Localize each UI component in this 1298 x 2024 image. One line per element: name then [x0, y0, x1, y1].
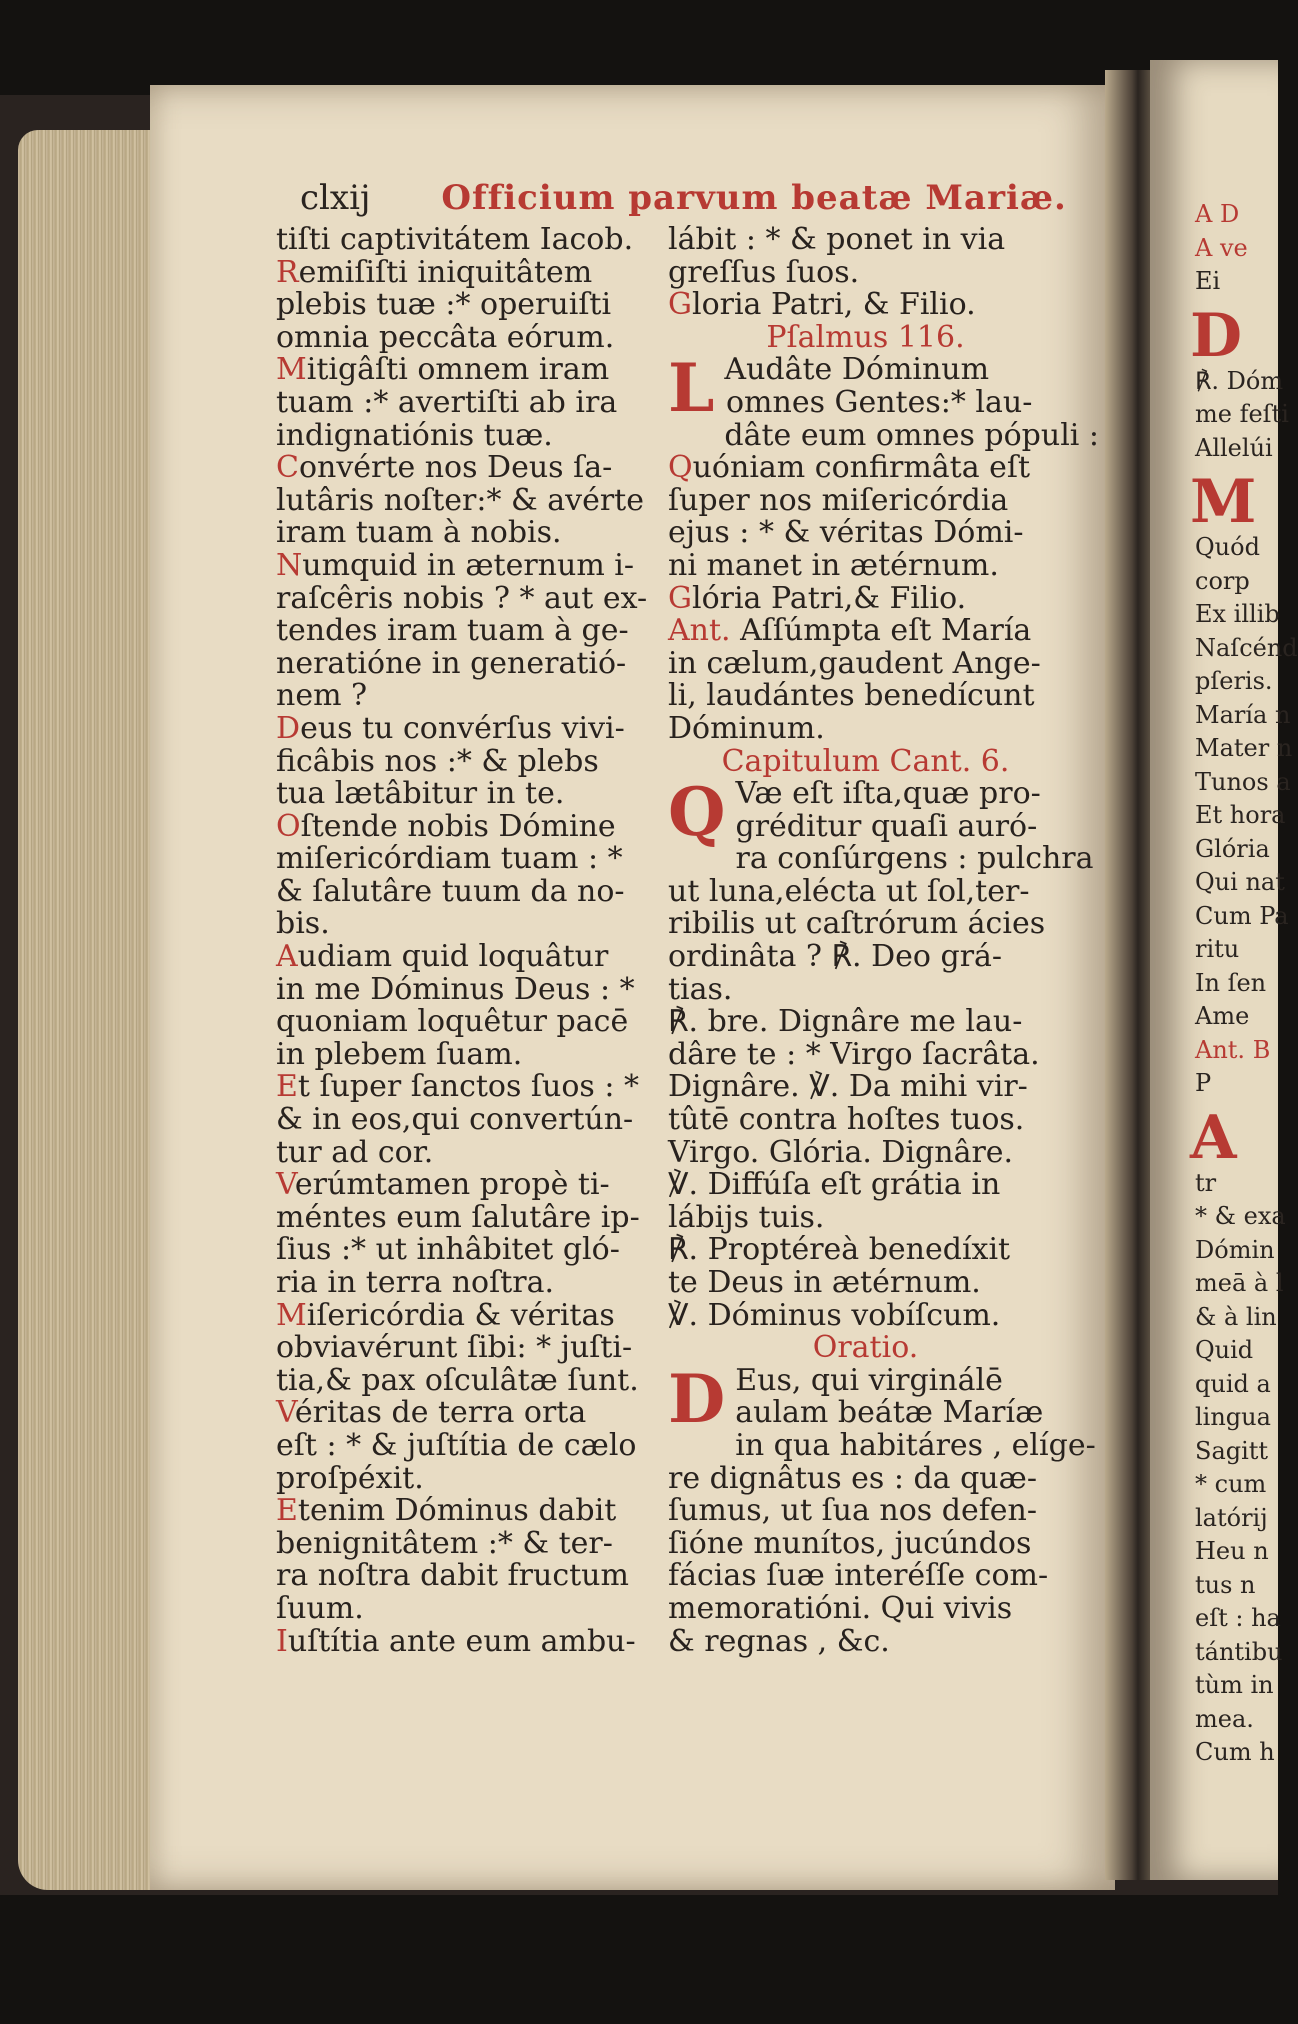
line-text: erúmtamen propè ti- [294, 1167, 610, 1203]
line-text: gréditur quaſi auró- [735, 808, 1038, 844]
line-text: eſt : * & juſtítia de cælo [276, 1427, 637, 1463]
text-line [668, 1590, 1063, 1626]
text-line [276, 1623, 656, 1659]
text-line [276, 1036, 656, 1072]
right-page-fragment: mea. [1195, 1704, 1254, 1733]
text-line [276, 1460, 656, 1496]
text-line [276, 1560, 656, 1593]
red-initial-letter: A [276, 939, 298, 975]
line-text: dâre te : * Virgo ſacrâta. [668, 1036, 1040, 1072]
right-text-column [668, 222, 1100, 1659]
line-text: lutâris noſter:* & avérte [276, 482, 644, 518]
red-initial-letter: V [276, 1395, 295, 1431]
text-line [276, 645, 656, 681]
line-text: Aſſúmpta eſt María [730, 613, 1032, 649]
red-initial-letter: Ant. [668, 613, 731, 649]
line-text: ra conſúrgens : pulchra [735, 841, 1094, 877]
line-text: tur ad cor. [276, 1134, 434, 1170]
red-initial-letter: E [276, 1493, 298, 1529]
right-page-fragment: tr [1195, 1168, 1217, 1197]
text-line [668, 1525, 1063, 1561]
line-text: dâte eum omnes pópuli : [724, 417, 1100, 453]
line-text: ut luna,elécta ut ſol,ter- [668, 873, 1030, 909]
right-page-fragment: Cum Pa [1195, 901, 1289, 930]
line-text: ria in terra noſtra. [276, 1265, 555, 1300]
right-page-fragment: tus n [1195, 1570, 1256, 1599]
line-text: loria Patri, & Filio. [691, 287, 976, 323]
red-initial-letter: E [276, 1069, 298, 1105]
right-page-fragment: Et hora [1195, 801, 1286, 829]
right-page-fragment: lingua [1195, 1403, 1271, 1431]
text-line [668, 710, 1063, 746]
line-text: quoniam loquêtur pacē [276, 1004, 629, 1040]
text-line [668, 1623, 1063, 1659]
line-text: ejus : * & véritas Dómi- [668, 515, 1024, 551]
line-text: uſtítia ante eum ambu- [287, 1623, 636, 1659]
text-line [668, 1560, 1063, 1593]
line-text: Capitulum Cant. 6. [721, 743, 1010, 779]
text-line [668, 1297, 1063, 1333]
line-text: ficâbis nos :* & plebs [276, 743, 599, 779]
text-line [276, 319, 656, 355]
text-line [668, 384, 1063, 420]
right-page-fragment: M [1190, 467, 1257, 537]
right-page-fragment: Naſcénd [1195, 633, 1298, 662]
text-line [276, 1397, 656, 1430]
text-line [276, 1427, 656, 1463]
line-text: eus tu convérſus vivi- [300, 710, 625, 746]
text-line [668, 941, 1063, 974]
text-line [668, 615, 1063, 648]
right-page-fragment: Quid [1195, 1336, 1254, 1364]
text-line [668, 1134, 1063, 1170]
right-page-fragment: Ei [1195, 267, 1221, 295]
line-text: in qua habitáres , elíge- [735, 1427, 1096, 1463]
text-line [668, 1495, 1063, 1528]
text-line [276, 908, 656, 941]
text-line [668, 289, 1063, 322]
right-page-fragment: Mater n [1195, 734, 1293, 762]
line-text: udiam quid loquâtur [297, 939, 609, 975]
right-page-fragment: tùm in [1195, 1671, 1274, 1699]
line-text: Eus, qui virginálē [735, 1362, 1003, 1398]
line-text: itigâſti omnem iram [306, 352, 610, 388]
line-text: in me Dóminus Deus : * [276, 971, 635, 1007]
line-text: lábijs tuis. [668, 1199, 825, 1235]
line-text: miſericórdiam tuam : * [276, 841, 623, 877]
text-line [276, 354, 656, 387]
line-text: re dignâtus es : da quæ- [668, 1460, 1037, 1496]
text-line [668, 1036, 1063, 1072]
right-page-fragment: Dómin [1195, 1235, 1275, 1264]
right-page-fragment: D [1190, 300, 1243, 371]
right-page-fragment: ritu [1195, 935, 1240, 963]
red-initial-letter: M [276, 1297, 307, 1333]
text-line [276, 843, 656, 876]
text-line [276, 710, 656, 746]
line-text: Dignâre. ℣. Da mihi vir- [668, 1069, 1028, 1105]
line-text: emiſiſti iniquitâtem [298, 254, 593, 290]
right-page-fragment: María n [1195, 700, 1291, 729]
text-line [276, 452, 656, 485]
text-line [276, 1590, 656, 1626]
red-initial-letter: V [276, 1167, 295, 1203]
text-line [276, 1362, 656, 1398]
drop-initial: L [668, 349, 715, 428]
text-line [668, 319, 1063, 355]
text-line [276, 873, 656, 909]
text-line [276, 1297, 656, 1333]
line-text: plebis tuæ :* operuiſti [276, 287, 612, 323]
right-page-fragment: meā à l [1195, 1269, 1284, 1297]
line-text: fácias ſuæ interéſſe com- [668, 1558, 1049, 1594]
line-text: ſius :* ut inhâbitet gló- [276, 1232, 620, 1268]
right-page-fragment: Sagitt [1195, 1436, 1269, 1465]
right-page-fragment: A D [1195, 200, 1240, 228]
line-text: memoratióni. Qui vivis [668, 1590, 1013, 1626]
line-text: ſuum. [276, 1590, 364, 1626]
text-line [276, 1169, 656, 1202]
line-text: Pſalmus 116. [766, 319, 965, 355]
text-line [668, 1234, 1063, 1267]
text-line [276, 254, 656, 290]
line-text: lória Patri,& Filio. [691, 580, 967, 616]
line-text: ordinâta ? ℟. Deo grá- [668, 939, 1003, 975]
line-text: iſericórdia & véritas [306, 1297, 615, 1333]
red-initial-letter: Q [668, 450, 693, 486]
text-line [668, 254, 1063, 290]
line-text: li, laudántes benedícunt [668, 678, 1035, 714]
line-text: ſumus, ut ſua nos defen- [668, 1493, 1038, 1529]
right-page-fragment: Tunos a [1195, 767, 1291, 796]
text-line [668, 1397, 1063, 1430]
text-line [668, 908, 1063, 941]
text-line [276, 1006, 656, 1039]
running-title: Officium parvum beatæ Mariæ. [441, 178, 1067, 218]
folio-number: clxij [300, 178, 371, 218]
line-text: ſtende nobis Dómine [300, 808, 616, 844]
text-line [668, 1332, 1063, 1365]
text-line [668, 224, 1063, 257]
right-page-fragment: corp [1195, 566, 1250, 595]
text-line [276, 1134, 656, 1170]
line-text: & regnas , &c. [668, 1623, 890, 1659]
text-line [668, 971, 1063, 1007]
red-initial-letter: C [276, 450, 299, 486]
line-text: ni manet in ætérnum. [668, 547, 999, 583]
line-text: obviavérunt ſibi: * juſti- [276, 1330, 633, 1366]
text-line [276, 1495, 656, 1528]
drop-initial: Q [668, 773, 726, 852]
text-line [276, 547, 656, 583]
right-page-fragment: A ve [1195, 233, 1248, 262]
text-line [276, 1199, 656, 1235]
right-page-fragment: Cum h [1195, 1738, 1275, 1766]
line-text: in cælum,gaudent Ange- [668, 645, 1041, 681]
line-text: te Deus in ætérnum. [668, 1265, 981, 1300]
line-text: méntes eum ſalutâre ip- [276, 1199, 640, 1235]
red-initial-letter: N [276, 547, 303, 583]
line-text: tuam :* avertiſti ab ira [276, 384, 618, 420]
line-text: tenim Dóminus dabit [297, 1493, 617, 1529]
line-text: raſcêris nobis ? * aut ex- [276, 580, 648, 616]
text-line [668, 1071, 1063, 1104]
text-line [276, 941, 656, 974]
line-text: Dóminum. [668, 710, 825, 746]
red-initial-letter: G [668, 580, 692, 616]
line-text: aulam beátæ Maríæ [735, 1395, 1044, 1431]
right-page-fragment: Glória [1195, 834, 1270, 863]
right-page-fragment: latórij [1195, 1503, 1268, 1532]
line-text: Virgo. Glória. Dignâre. [668, 1134, 1014, 1170]
line-text: nem ? [276, 678, 368, 714]
right-page-fragment: Ex illib [1195, 600, 1280, 628]
text-line [276, 384, 656, 420]
text-line [668, 1199, 1063, 1235]
text-line [668, 680, 1063, 713]
text-line [668, 1169, 1063, 1202]
text-line [668, 743, 1063, 779]
line-text: t ſuper ſanctos ſuos : * [297, 1069, 639, 1105]
text-line [668, 1267, 1063, 1300]
text-line [276, 580, 656, 616]
text-line [668, 547, 1063, 583]
right-page-fragment: Heu n [1195, 1537, 1269, 1565]
line-text: uóniam confirmâta eſt [692, 450, 1031, 486]
text-line [668, 1427, 1096, 1463]
text-line [276, 680, 656, 713]
line-text: ℟. Proptéreà benedíxit [668, 1232, 1011, 1268]
page-header [300, 178, 1067, 222]
text-line [276, 1234, 656, 1267]
drop-initial: D [668, 1359, 726, 1438]
right-page-fragment: ℟. Dóm [1195, 366, 1284, 395]
red-initial-letter: I [276, 1623, 288, 1659]
right-page-fragment: eſt : ha [1195, 1604, 1281, 1632]
text-line [668, 517, 1063, 550]
right-page-fragment: Qui nat [1195, 868, 1285, 896]
text-line [276, 1071, 656, 1104]
line-text: tendes iram tuam à ge- [276, 613, 629, 649]
text-line [276, 1525, 656, 1561]
right-page-fragment: P [1195, 1069, 1212, 1097]
text-line [668, 1104, 1063, 1137]
line-text: indignatiónis tuæ. [276, 417, 553, 453]
line-text: Væ eſt iſta,quæ pro- [735, 776, 1041, 812]
right-page-fragment: Quód [1195, 533, 1260, 561]
text-line [668, 808, 1063, 844]
text-line [668, 417, 1100, 453]
text-line [276, 778, 656, 811]
right-page-fragment: quid a [1195, 1369, 1271, 1398]
red-initial-letter: O [276, 808, 301, 844]
line-text: Oratio. [812, 1330, 919, 1366]
line-text: Audâte Dóminum [724, 352, 990, 388]
right-page-fragment: A [1190, 1102, 1237, 1173]
red-initial-letter: G [668, 287, 692, 323]
text-line [276, 1267, 656, 1300]
line-text: proſpéxit. [276, 1460, 424, 1496]
line-text: tûtē contra hoſtes tuos. [668, 1102, 1025, 1138]
right-page-fragment: * & exa [1195, 1202, 1286, 1230]
text-line [668, 452, 1063, 485]
line-text: in plebem ſuam. [276, 1036, 523, 1072]
line-text: neratióne in generatió- [276, 645, 627, 681]
right-page-fragment: Ant. B [1195, 1035, 1271, 1064]
text-line [276, 289, 656, 322]
right-page-fragment: Ame [1195, 1002, 1250, 1030]
red-initial-letter: D [276, 710, 301, 746]
line-text: onvérte nos Deus ſa- [298, 450, 613, 486]
line-text: tias. [668, 971, 733, 1007]
line-text: tua lætâbitur in te. [276, 776, 565, 812]
text-line [668, 1006, 1063, 1039]
text-line [276, 808, 656, 844]
right-page-fragment: & à lin [1195, 1302, 1277, 1331]
page-edges [18, 130, 168, 1890]
right-page-fragment: In ſen [1195, 968, 1267, 997]
line-text: éritas de terra orta [294, 1395, 587, 1431]
text-line [276, 224, 656, 257]
text-line [668, 841, 1094, 877]
text-line [668, 580, 1063, 616]
text-line [668, 645, 1063, 681]
line-text: ſióne munítos, jucúndos [668, 1525, 1032, 1561]
text-line [276, 615, 656, 648]
red-initial-letter: R [276, 254, 299, 290]
line-text: ſuper nos miſericórdia [668, 482, 1009, 518]
right-page-fragment: Allelúi [1195, 433, 1273, 462]
right-page [1150, 60, 1298, 1880]
text-line [276, 1332, 656, 1365]
line-text: omnes Gentes:* lau- [726, 384, 1033, 420]
line-text: & in eos,qui convertún- [276, 1102, 634, 1138]
text-line [276, 417, 656, 453]
line-text: tia,& pax oſculâtæ ſunt. [276, 1362, 639, 1398]
line-text: greſſus ſuos. [668, 254, 860, 290]
line-text: omnia peccâta eórum. [276, 319, 615, 355]
right-page-fragment: me feſti [1195, 400, 1289, 428]
line-text: lábit : * & ponet in via [668, 222, 1006, 257]
text-line [276, 743, 656, 779]
line-text: ribilis ut caſtrórum ácies [668, 906, 1046, 942]
text-line [668, 873, 1063, 909]
text-line [276, 482, 656, 518]
right-page-fragment: * cum [1195, 1470, 1267, 1498]
line-text: umquid in æternum i- [302, 547, 635, 583]
line-text: & ſalutâre tuum da no- [276, 873, 625, 909]
text-line [668, 1460, 1063, 1496]
text-line [276, 971, 656, 1007]
line-text: iram tuam à nobis. [276, 515, 562, 551]
left-text-column [276, 224, 656, 1658]
right-page-fragment: tántibu [1195, 1637, 1283, 1666]
right-page-fragment: pſeris. [1195, 667, 1273, 695]
line-text: tiſti captivitátem Iacob. [276, 222, 634, 257]
line-text: ℟. bre. Dignâre me lau- [668, 1004, 1023, 1040]
line-text: benignitâtem :* & ter- [276, 1525, 613, 1561]
text-line [276, 1104, 656, 1137]
line-text: ℣. Dóminus vobíſcum. [668, 1297, 1001, 1333]
text-line [276, 517, 656, 550]
line-text: bis. [276, 906, 330, 942]
text-line [668, 482, 1063, 518]
line-text: ℣. Diffúſa eſt grátia in [668, 1167, 1001, 1203]
red-initial-letter: M [276, 352, 307, 388]
line-text: ra noſtra dabit fructum [276, 1558, 629, 1594]
